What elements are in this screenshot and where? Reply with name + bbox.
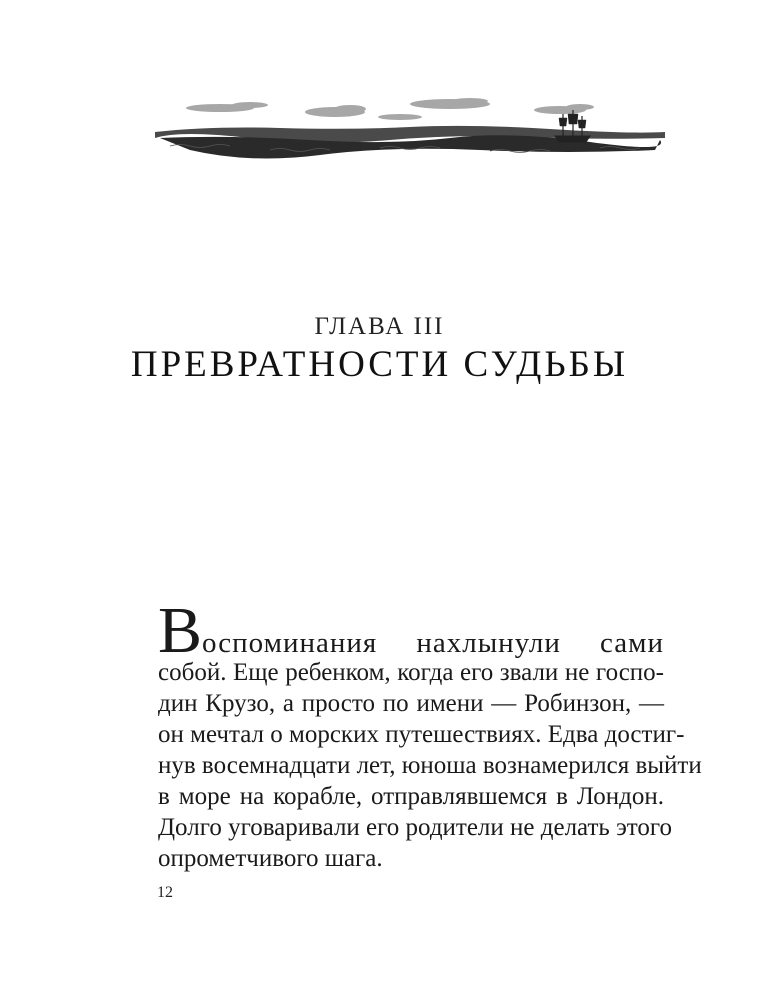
- ship-icon: [555, 110, 590, 142]
- chapter-label: ГЛАВА III: [314, 313, 445, 340]
- text-line: опрометчивого шага.: [158, 845, 383, 872]
- body-paragraph: [158, 594, 702, 874]
- chapter-title: ПРЕВРАТНОСТИ СУДЬБЫ: [130, 344, 629, 385]
- text-line: нув восемнадцати лет, юноша вознамерился выйти: [158, 752, 702, 779]
- seascape-vignette-illustration: [150, 88, 670, 168]
- text-line: он мечтал о морских путешествиях. Едва достиг-: [158, 721, 685, 748]
- text-line: в море на корабле, отправлявшемся в Лондон.: [158, 783, 664, 810]
- text-line: собой. Еще ребенком, когда его звали не госпо-: [158, 659, 664, 686]
- text-line: Долго уговаривали его родители не делать этого: [158, 814, 673, 841]
- drop-cap: В: [158, 594, 203, 667]
- first-line-text: оспоминания нахлынули сами: [202, 627, 664, 659]
- page-number: 12: [157, 884, 173, 901]
- text-line: дин Крузо, а просто по имени — Робинзон, —: [158, 690, 664, 717]
- first-line: [158, 594, 664, 667]
